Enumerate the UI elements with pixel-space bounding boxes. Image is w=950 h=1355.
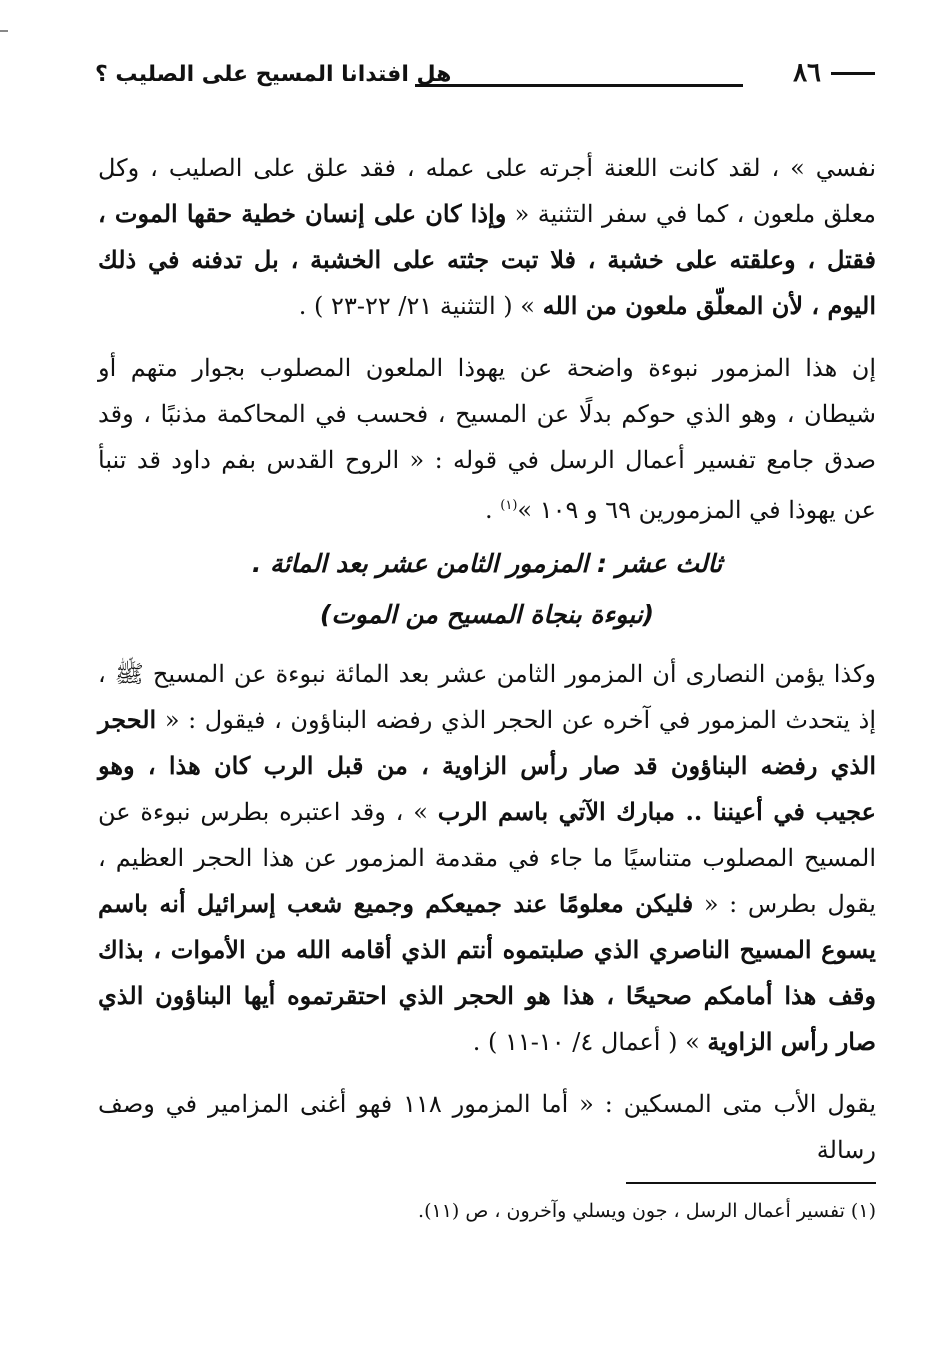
paragraph-3: [98, 651, 876, 1065]
paragraph-3-text-a: وكذا يؤمن النصارى أن المزمور الثامن عشر بعد المائة نبوءة عن المسيح ﷺ ، إذ يتحدث المزمور في آخره عن الحجر الذي رفضه البناؤون ، فيقول : «: [98, 660, 876, 734]
paragraph-3-quote-1: الحجر الذي رفضه البناؤون قد صار رأس الزاوية ، من قبل الرب كان هذا ، وهو عجيب في أعيننا .. مبارك الآتي باسم الرب: [98, 705, 876, 826]
page-body: [98, 145, 876, 1189]
paragraph-3-quote-2: فليكن معلومًا عند جميعكم وجميع شعب إسرائيل أنه باسم يسوع المسيح الناصري الذي صلبتموه أنتم الذي أقامه الله من الأموات ، بذاك وقف هذا أمامكم صحيحًا ، هذا هو الحجر الذي احتقرتموه أيها البناؤون الذي صار رأس الزاوية: [98, 889, 876, 1056]
running-title: هل افتدانا المسيح على الصليب ؟: [95, 62, 452, 87]
header-rule: [415, 84, 743, 87]
paragraph-1-quote: وإذا كان على إنسان خطية حقها الموت ، فقتل ، وعلقته على خشبة ، فلا تبت جثته على الخشبة ، بل تدفنه في ذلك اليوم ، لأن المعلّق ملعون من الله: [98, 199, 876, 320]
paragraph-3-text-e: » ( أعمال ٤/ ١٠-١١ ) .: [472, 1028, 708, 1056]
paragraph-2-text: إن هذا المزمور نبوءة واضحة عن يهوذا الملعون المصلوب بجوار متهم أو شيطان ، وهو الذي حوكم بدلًا عن المسيح ، فحسب في المحاكمة مذنبًا ، وقد صدق جامع تفسير أعمال الرسل في قوله : « الروح القدس بفم داود قد تنبأ عن يهوذا في المزمورين ٦٩ و ١٠٩ »: [98, 354, 876, 524]
paragraph-1-text-a: نفسي » ، لقد كانت اللعنة أجرته على عمله ، فقد علق على الصليب ، وكل معلق ملعون ، كما في سفر التثنية «: [98, 154, 876, 228]
section-subheading: (نبوءة بنجاة المسيح من الموت): [319, 600, 655, 629]
paragraph-4: يقول الأب متى المسكين : « أما المزمور ١١٨ فهو أغنى المزامير في وصف رسالة: [98, 1090, 876, 1164]
page-header: [95, 58, 875, 98]
section-heading: ثالث عشر : المزمور الثامن عشر بعد المائة .: [251, 549, 723, 578]
crop-mark: [0, 30, 8, 32]
paragraph-1: [98, 145, 876, 329]
header-rule-right: [831, 72, 875, 75]
page-number-block: [793, 58, 875, 88]
footnote-divider: [626, 1182, 876, 1184]
page-number: ٨٦: [793, 58, 821, 88]
footnote-ref: (١): [500, 498, 518, 513]
paragraph-2: [98, 345, 876, 533]
footnote: (١) تفسير أعمال الرسل ، جون ويسلي وآخرون ، ص (١١).: [418, 1200, 876, 1222]
paragraph-3-text-c: » ، وقد اعتبره بطرس نبوءة عن المسيح المصلوب متناسيًا ما جاء في مقدمة المزمور عن هذا الحجر العظيم ، يقول بطرس : «: [98, 798, 876, 918]
paragraph-2-end: .: [485, 496, 501, 524]
paragraph-1-text-c: » ( التثنية ٢١/ ٢٢-٢٣ ) .: [298, 292, 543, 320]
